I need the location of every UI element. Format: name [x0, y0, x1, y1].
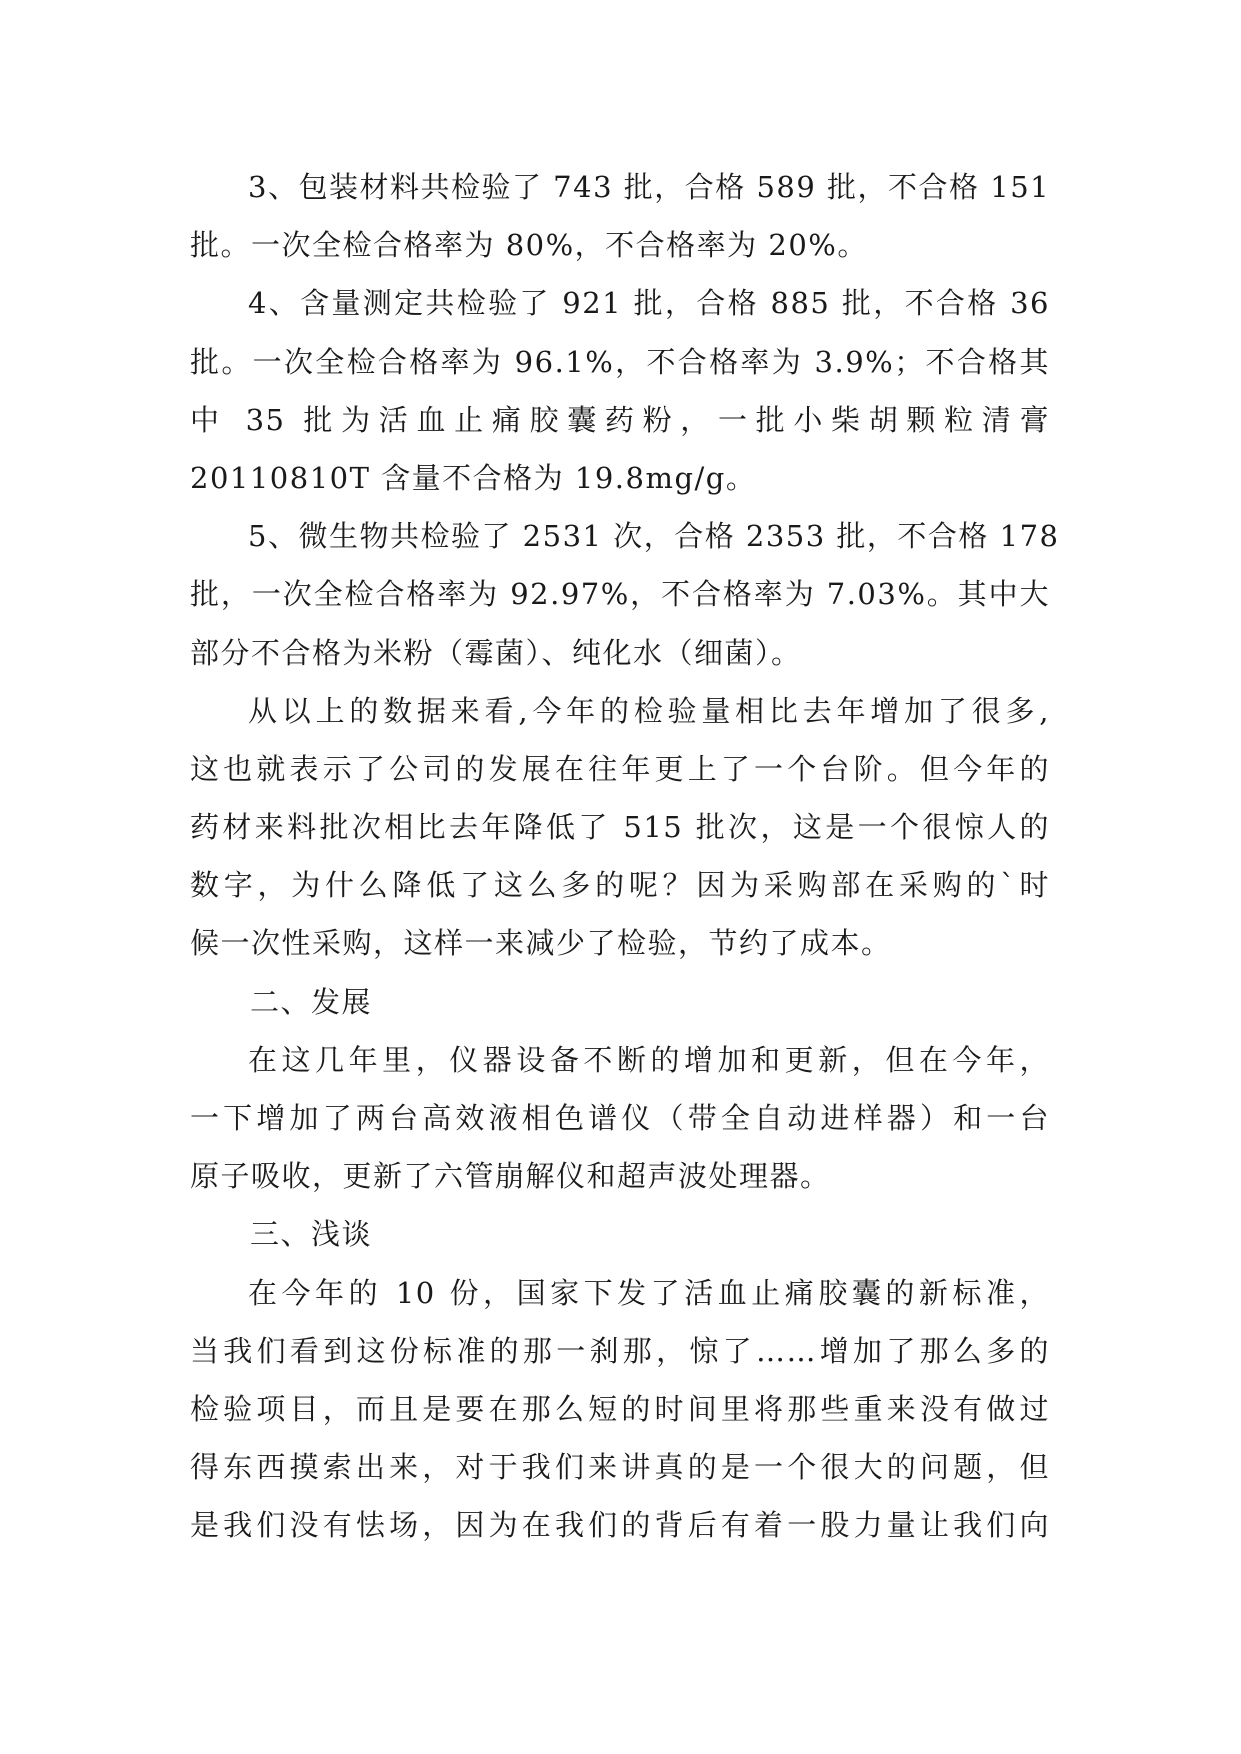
text-line: 在今年的 10 份，国家下发了活血止痛胶囊的新标准，: [248, 1275, 1050, 1310]
text-line: 批。一次全检合格率为 80%，不合格率为 20%。: [190, 228, 868, 263]
text-line: 是我们没有怯场，因为在我们的背后有着一股力量让我们向: [190, 1508, 1050, 1543]
text-line: 批。一次全检合格率为 96.1%，不合格率为 3.9%；不合格其: [190, 344, 1050, 379]
text-line: 20110810T 含量不合格为 19.8mg/g。: [190, 460, 757, 495]
text-line: 5、微生物共检验了 2531 次，合格 2353 批，不合格 178: [248, 519, 1060, 554]
text-line: 候一次性采购，这样一来减少了检验，节约了成本。: [190, 926, 892, 961]
section-heading: 三、浅谈: [250, 1217, 373, 1252]
section-heading: 二、发展: [250, 984, 373, 1019]
text-line: 一下增加了两台高效液相色谱仪（带全自动进样器）和一台: [190, 1101, 1050, 1135]
text-line: 检验项目，而且是要在那么短的时间里将那些重来没有做过: [190, 1391, 1050, 1426]
text-line: 4、含量测定共检验了 921 批，合格 885 批，不合格 36: [248, 286, 1050, 321]
text-line: 当我们看到这份标准的那一刹那，惊了……增加了那么多的: [190, 1333, 1050, 1368]
text-line: 部分不合格为米粉（霉菌）、纯化水（细菌）。: [190, 635, 802, 670]
text-line: 3、包装材料共检验了 743 批，合格 589 批，不合格 151: [248, 170, 1051, 204]
text-line: 这也就表示了公司的发展在往年更上了一个台阶。但今年的: [190, 751, 1050, 786]
text-line: 原子吸收，更新了六管崩解仪和超声波处理器。: [190, 1159, 831, 1194]
text-line: 得东西摸索出来，对于我们来讲真的是一个很大的问题，但: [190, 1450, 1050, 1485]
text-line: 数字，为什么降低了这么多的呢？因为采购部在采购的`时: [190, 868, 1050, 903]
text-line: 药材来料批次相比去年降低了 515 批次，这是一个很惊人的: [190, 810, 1050, 845]
text-line: 批，一次全检合格率为 92.97%，不合格率为 7.03%。其中大: [190, 577, 1050, 612]
document-body: [190, 158, 1060, 1555]
text-line: 在这几年里，仪器设备不断的增加和更新，但在今年，: [248, 1042, 1050, 1077]
text-line: 从以上的数据来看,今年的检验量相比去年增加了很多,: [248, 693, 1050, 728]
text-line: 中 35 批为活血止痛胶囊药粉，一批小柴胡颗粒清膏: [190, 402, 1050, 437]
